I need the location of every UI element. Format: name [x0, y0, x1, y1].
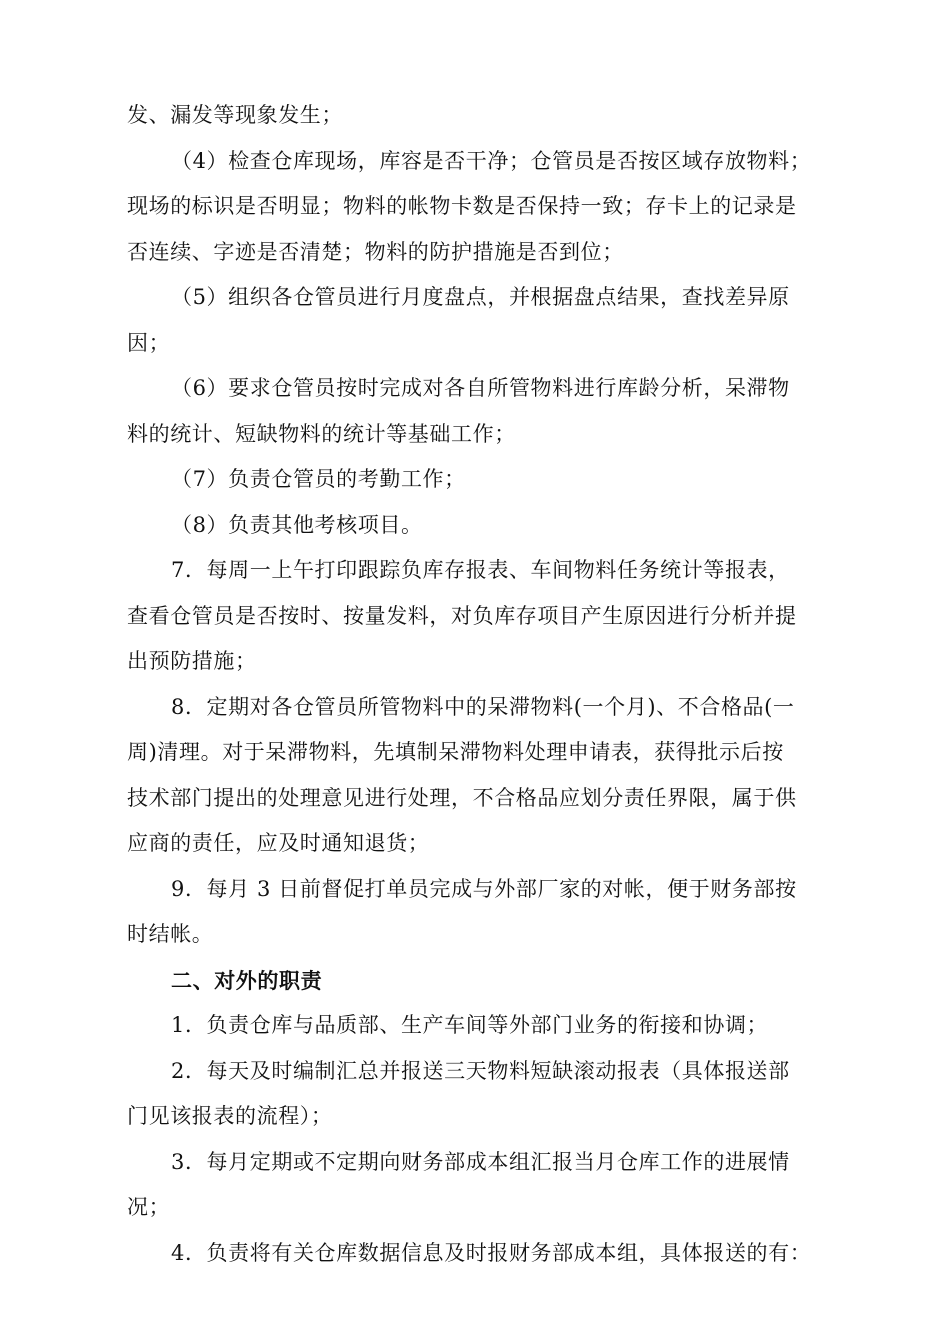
text-line: 门见该报表的流程）； — [127, 1104, 333, 1128]
list-paragraph — [127, 275, 827, 366]
text-line: （5）组织各仓管员进行月度盘点，并根据盘点结果，查找差异原 — [171, 285, 790, 309]
text-line: 况； — [127, 1195, 171, 1219]
text-line: 周)清理。对于呆滞物料，先填制呆滞物料处理申请表，获得批示后按 — [127, 740, 784, 764]
text-line: 9．每月 3 日前督促打单员完成与外部厂家的对帐，便于财务部按 — [171, 876, 797, 901]
text-line: 2．每天及时编制汇总并报送三天物料短缺滚动报表（具体报送部 — [171, 1058, 790, 1083]
text-line: 二、对外的职责 — [171, 967, 323, 993]
text-line: 7．每周一上午打印跟踪负库存报表、车间物料任务统计等报表， — [171, 558, 790, 582]
text-line: 出预防措施； — [127, 649, 257, 673]
continued-paragraph — [127, 93, 827, 139]
list-paragraph — [127, 457, 827, 503]
text-line: （8）负责其他考核项目。 — [171, 512, 423, 537]
list-paragraph — [127, 1003, 827, 1049]
text-line: 8．定期对各仓管员所管物料中的呆滞物料(一个月)、不合格品(一 — [171, 694, 795, 719]
list-paragraph — [127, 548, 827, 685]
text-line: 料的统计、短缺物料的统计等基础工作； — [127, 421, 516, 446]
list-paragraph — [127, 867, 827, 958]
text-line: 技术部门提出的处理意见进行处理，不合格品应划分责任界限，属于供 — [127, 785, 797, 810]
text-line: 时结帐。 — [127, 922, 214, 946]
list-paragraph — [127, 1140, 827, 1231]
list-paragraph — [127, 503, 827, 549]
list-paragraph — [127, 139, 827, 276]
text-line: 3．每月定期或不定期向财务部成本组汇报当月仓库工作的进展情 — [171, 1149, 790, 1174]
text-line: 发、漏发等现象发生； — [127, 103, 343, 127]
list-paragraph — [127, 1231, 827, 1277]
text-line: 4．负责将有关仓库数据信息及时报财务部成本组，具体报送的有： — [171, 1240, 812, 1265]
text-line: 应商的责任，应及时通知退货； — [127, 831, 430, 855]
text-line: 否连续、字迹是否清楚；物料的防护措施是否到位； — [127, 239, 624, 264]
text-line: 查看仓管员是否按时、按量发料，对负库存项目产生原因进行分析并提 — [127, 603, 797, 628]
text-line: 因； — [127, 330, 171, 355]
document-body — [127, 93, 827, 1276]
text-line: 现场的标识是否明显；物料的帐物卡数是否保持一致；存卡上的记录是 — [127, 194, 797, 218]
list-paragraph — [127, 685, 827, 867]
text-line: （6）要求仓管员按时完成对各自所管物料进行库龄分析，呆滞物 — [171, 376, 790, 400]
text-line: （4）检查仓库现场，库容是否干净；仓管员是否按区域存放物料； — [171, 148, 812, 173]
list-paragraph — [127, 366, 827, 457]
section-heading — [127, 958, 827, 1004]
list-paragraph — [127, 1049, 827, 1140]
text-line: （7）负责仓管员的考勤工作； — [171, 467, 466, 491]
text-line: 1．负责仓库与品质部、生产车间等外部门业务的衔接和协调； — [171, 1013, 769, 1037]
